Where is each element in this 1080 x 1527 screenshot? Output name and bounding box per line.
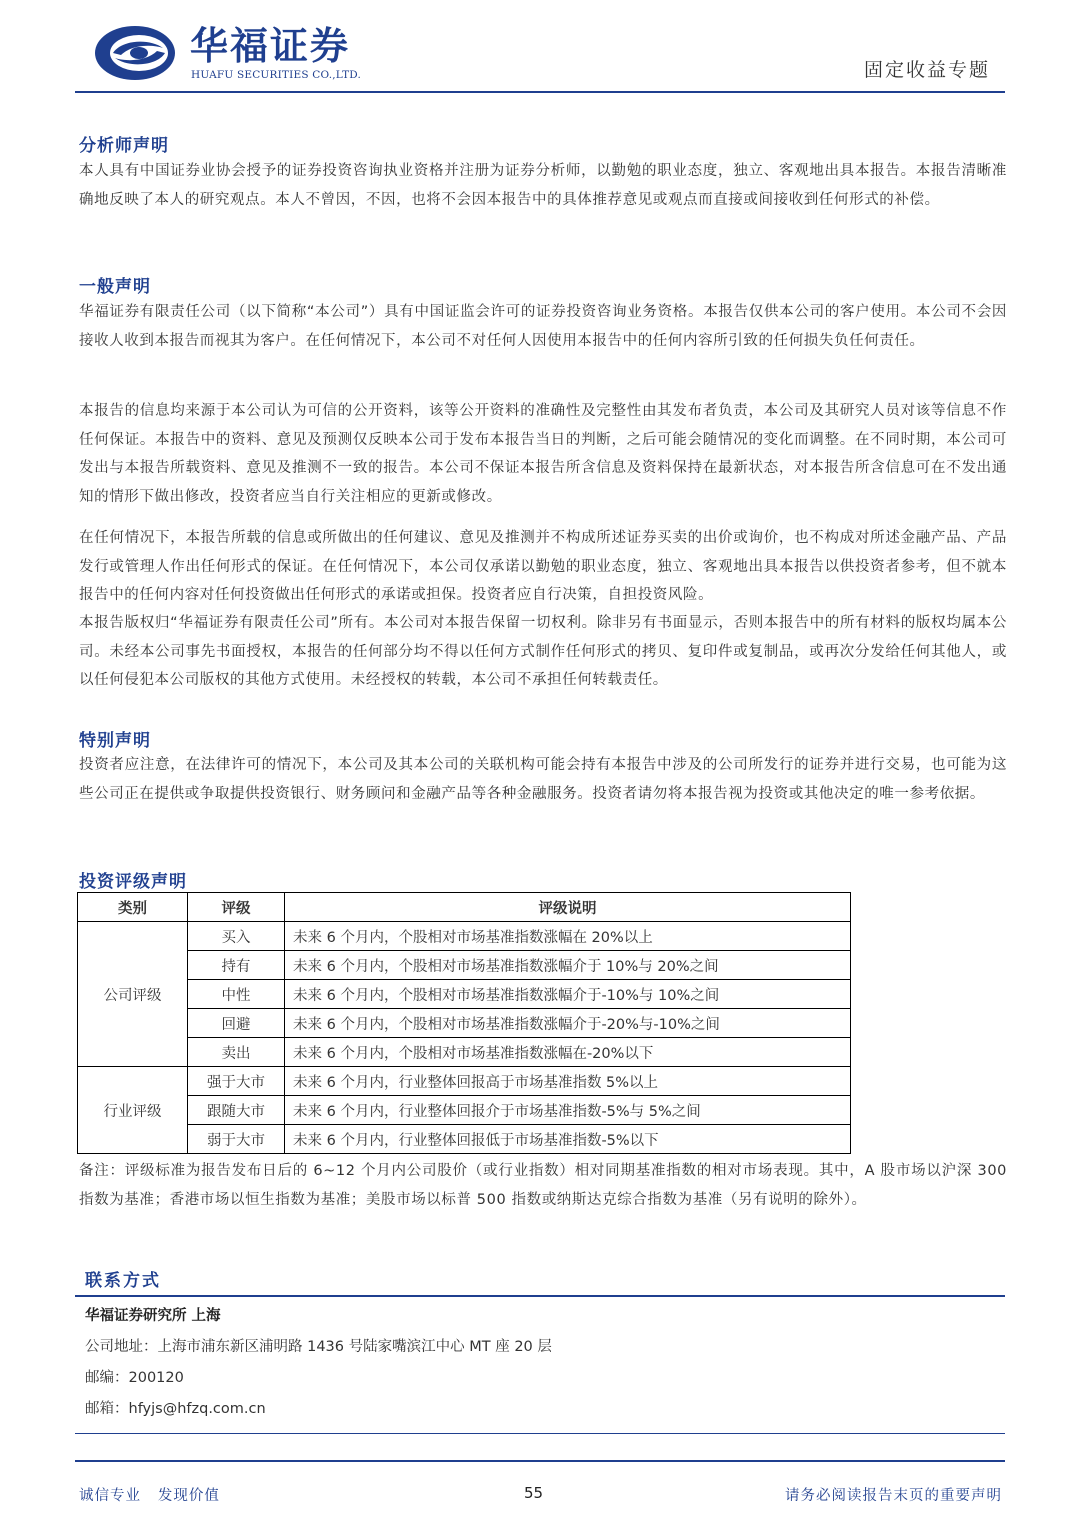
table-row — [78, 1067, 851, 1096]
logo-english-name: HUAFU SECURITIES CO.,LTD. — [191, 69, 362, 81]
analyst-statement-title: 分析师声明 — [79, 136, 169, 156]
description-cell: 未来 6 个月内，个股相对市场基准指数涨幅在 20%以上 — [285, 922, 851, 951]
description-cell: 未来 6 个月内，行业整体回报高于市场基准指数 5%以上 — [285, 1067, 851, 1096]
table-header-row — [78, 893, 851, 922]
rating-table — [77, 892, 851, 1154]
rating-cell: 跟随大市 — [188, 1096, 285, 1125]
table-row — [78, 1125, 851, 1154]
rating-cell: 持有 — [188, 951, 285, 980]
report-category: 固定收益专题 — [863, 59, 990, 81]
company-rating-label: 公司评级 — [78, 922, 188, 1067]
rating-cell: 卖出 — [188, 1038, 285, 1067]
contact-title: 联系方式 — [85, 1271, 161, 1291]
table-row — [78, 922, 851, 951]
rating-cell: 回避 — [188, 1009, 285, 1038]
description-cell: 未来 6 个月内，个股相对市场基准指数涨幅介于-20%与-10%之间 — [285, 1009, 851, 1038]
footer-divider — [75, 1460, 1005, 1462]
description-cell: 未来 6 个月内，行业整体回报介于市场基准指数-5%与 5%之间 — [285, 1096, 851, 1125]
contact-org: 华福证券研究所 上海 — [85, 1308, 221, 1324]
header-category: 类别 — [78, 893, 188, 922]
header-description: 评级说明 — [285, 893, 851, 922]
industry-rating-label: 行业评级 — [78, 1067, 188, 1154]
description-cell: 未来 6 个月内，个股相对市场基准指数涨幅介于-10%与 10%之间 — [285, 980, 851, 1009]
special-statement-text: 投资者应注意，在法律许可的情况下，本公司及其本公司的关联机构可能会持有本报告中涉及的公司所发行的证券并进行交易，也可能为这些公司正在提供或争取提供投资银行、财务顾问和金融产品等各种金融服务。投资者请勿将本报告视为投资或其他决定的唯一参考依据。 — [79, 757, 1007, 802]
rating-cell: 强于大市 — [188, 1067, 285, 1096]
table-row — [78, 1096, 851, 1125]
footer-notice: 请务必阅读报告末页的重要声明 — [785, 1488, 1002, 1504]
contact-divider — [75, 1295, 1005, 1297]
table-row — [78, 1009, 851, 1038]
description-cell: 未来 6 个月内，个股相对市场基准指数涨幅在-20%以下 — [285, 1038, 851, 1067]
contact-email: 邮箱：hfyjs@hfzq.com.cn — [85, 1401, 266, 1417]
rating-note: 备注：评级标准为报告发布日后的 6~12 个月内公司股价（或行业指数）相对同期基准指数的相对市场表现。其中，A 股市场以沪深 300 指数为基准；香港市场以恒生指数为基准；美股市场以标普 500 指数或纳斯达克综合指数为基准（另有说明的除外）。 — [79, 1163, 1007, 1208]
analyst-statement-text: 本人具有中国证券业协会授予的证券投资咨询执业资格并注册为证券分析师，以勤勉的职业态度，独立、客观地出具本报告。本报告清晰准确地反映了本人的研究观点。本人不曾因，不因，也将不会因本报告中的具体推荐意见或观点而直接或间接收到任何形式的补偿。 — [79, 163, 1007, 208]
table-row — [78, 951, 851, 980]
table-row — [78, 980, 851, 1009]
rating-cell: 弱于大市 — [188, 1125, 285, 1154]
general-statement-p3: 在任何情况下，本报告所载的信息或所做出的任何建议、意见及推测并不构成所述证券买卖的出价或询价，也不构成对所述金融产品、产品发行或管理人作出任何形式的保证。在任何情况下，本公司仅承诺以勤勉的职业态度，独立、客观地出具本报告以供投资者参考，但不就本报告中的任何内容对任何投资做出任何形式的承诺或担保。投资者应自行决策，自担投资风险。 — [79, 530, 1007, 603]
description-cell: 未来 6 个月内，行业整体回报低于市场基准指数-5%以下 — [285, 1125, 851, 1154]
general-statement-p2: 本报告的信息均来源于本公司认为可信的公开资料，该等公开资料的准确性及完整性由其发布者负责，本公司及其研究人员对该等信息不作任何保证。本报告中的资料、意见及预测仅反映本公司于发布本报告当日的判断，之后可能会随情况的变化而调整。在不同时期，本公司可发出与本报告所载资料、意见及推测不一致的报告。本公司不保证本报告所含信息及资料保持在最新状态，对本报告所含信息可在不发出通知的情形下做出修改，投资者应当自行关注相应的更新或修改。 — [79, 403, 1007, 505]
contact-bottom-divider — [75, 1433, 1005, 1434]
rating-statement-title: 投资评级声明 — [79, 872, 187, 892]
general-statement-p1: 华福证券有限责任公司（以下简称“本公司”）具有中国证监会许可的证券投资咨询业务资格。本报告仅供本公司的客户使用。本公司不会因接收人收到本报告而视其为客户。在任何情况下，本公司不对任何人因使用本报告中的任何内容所引致的任何损失负任何责任。 — [79, 304, 1007, 349]
special-statement-title: 特别声明 — [79, 731, 151, 751]
description-cell: 未来 6 个月内，个股相对市场基准指数涨幅介于 10%与 20%之间 — [285, 951, 851, 980]
logo-chinese-name: 华福证券 — [190, 24, 351, 68]
rating-cell: 中性 — [188, 980, 285, 1009]
contact-address: 公司地址：上海市浦东新区浦明路 1436 号陆家嘴滨江中心 MT 座 20 层 — [85, 1339, 552, 1355]
page-number: 55 — [524, 1484, 544, 1502]
table-row — [78, 1038, 851, 1067]
general-statement-title: 一般声明 — [79, 277, 151, 297]
contact-postcode: 邮编：200120 — [85, 1370, 184, 1386]
header-rating: 评级 — [188, 893, 285, 922]
rating-cell: 买入 — [188, 922, 285, 951]
footer-slogan: 诚信专业 发现价值 — [79, 1488, 220, 1504]
general-statement-p4: 本报告版权归“华福证券有限责任公司”所有。本公司对本报告保留一切权利。除非另有书面显示，否则本报告中的所有材料的版权均属本公司。未经本公司事先书面授权，本报告的任何部分均不得以任何方式制作任何形式的拷贝、复印件或复制品，或再次分发给任何其他人，或以任何侵犯本公司版权的其他方式使用。未经授权的转载，本公司不承担任何转载责任。 — [79, 615, 1007, 688]
header-divider — [75, 91, 1005, 93]
